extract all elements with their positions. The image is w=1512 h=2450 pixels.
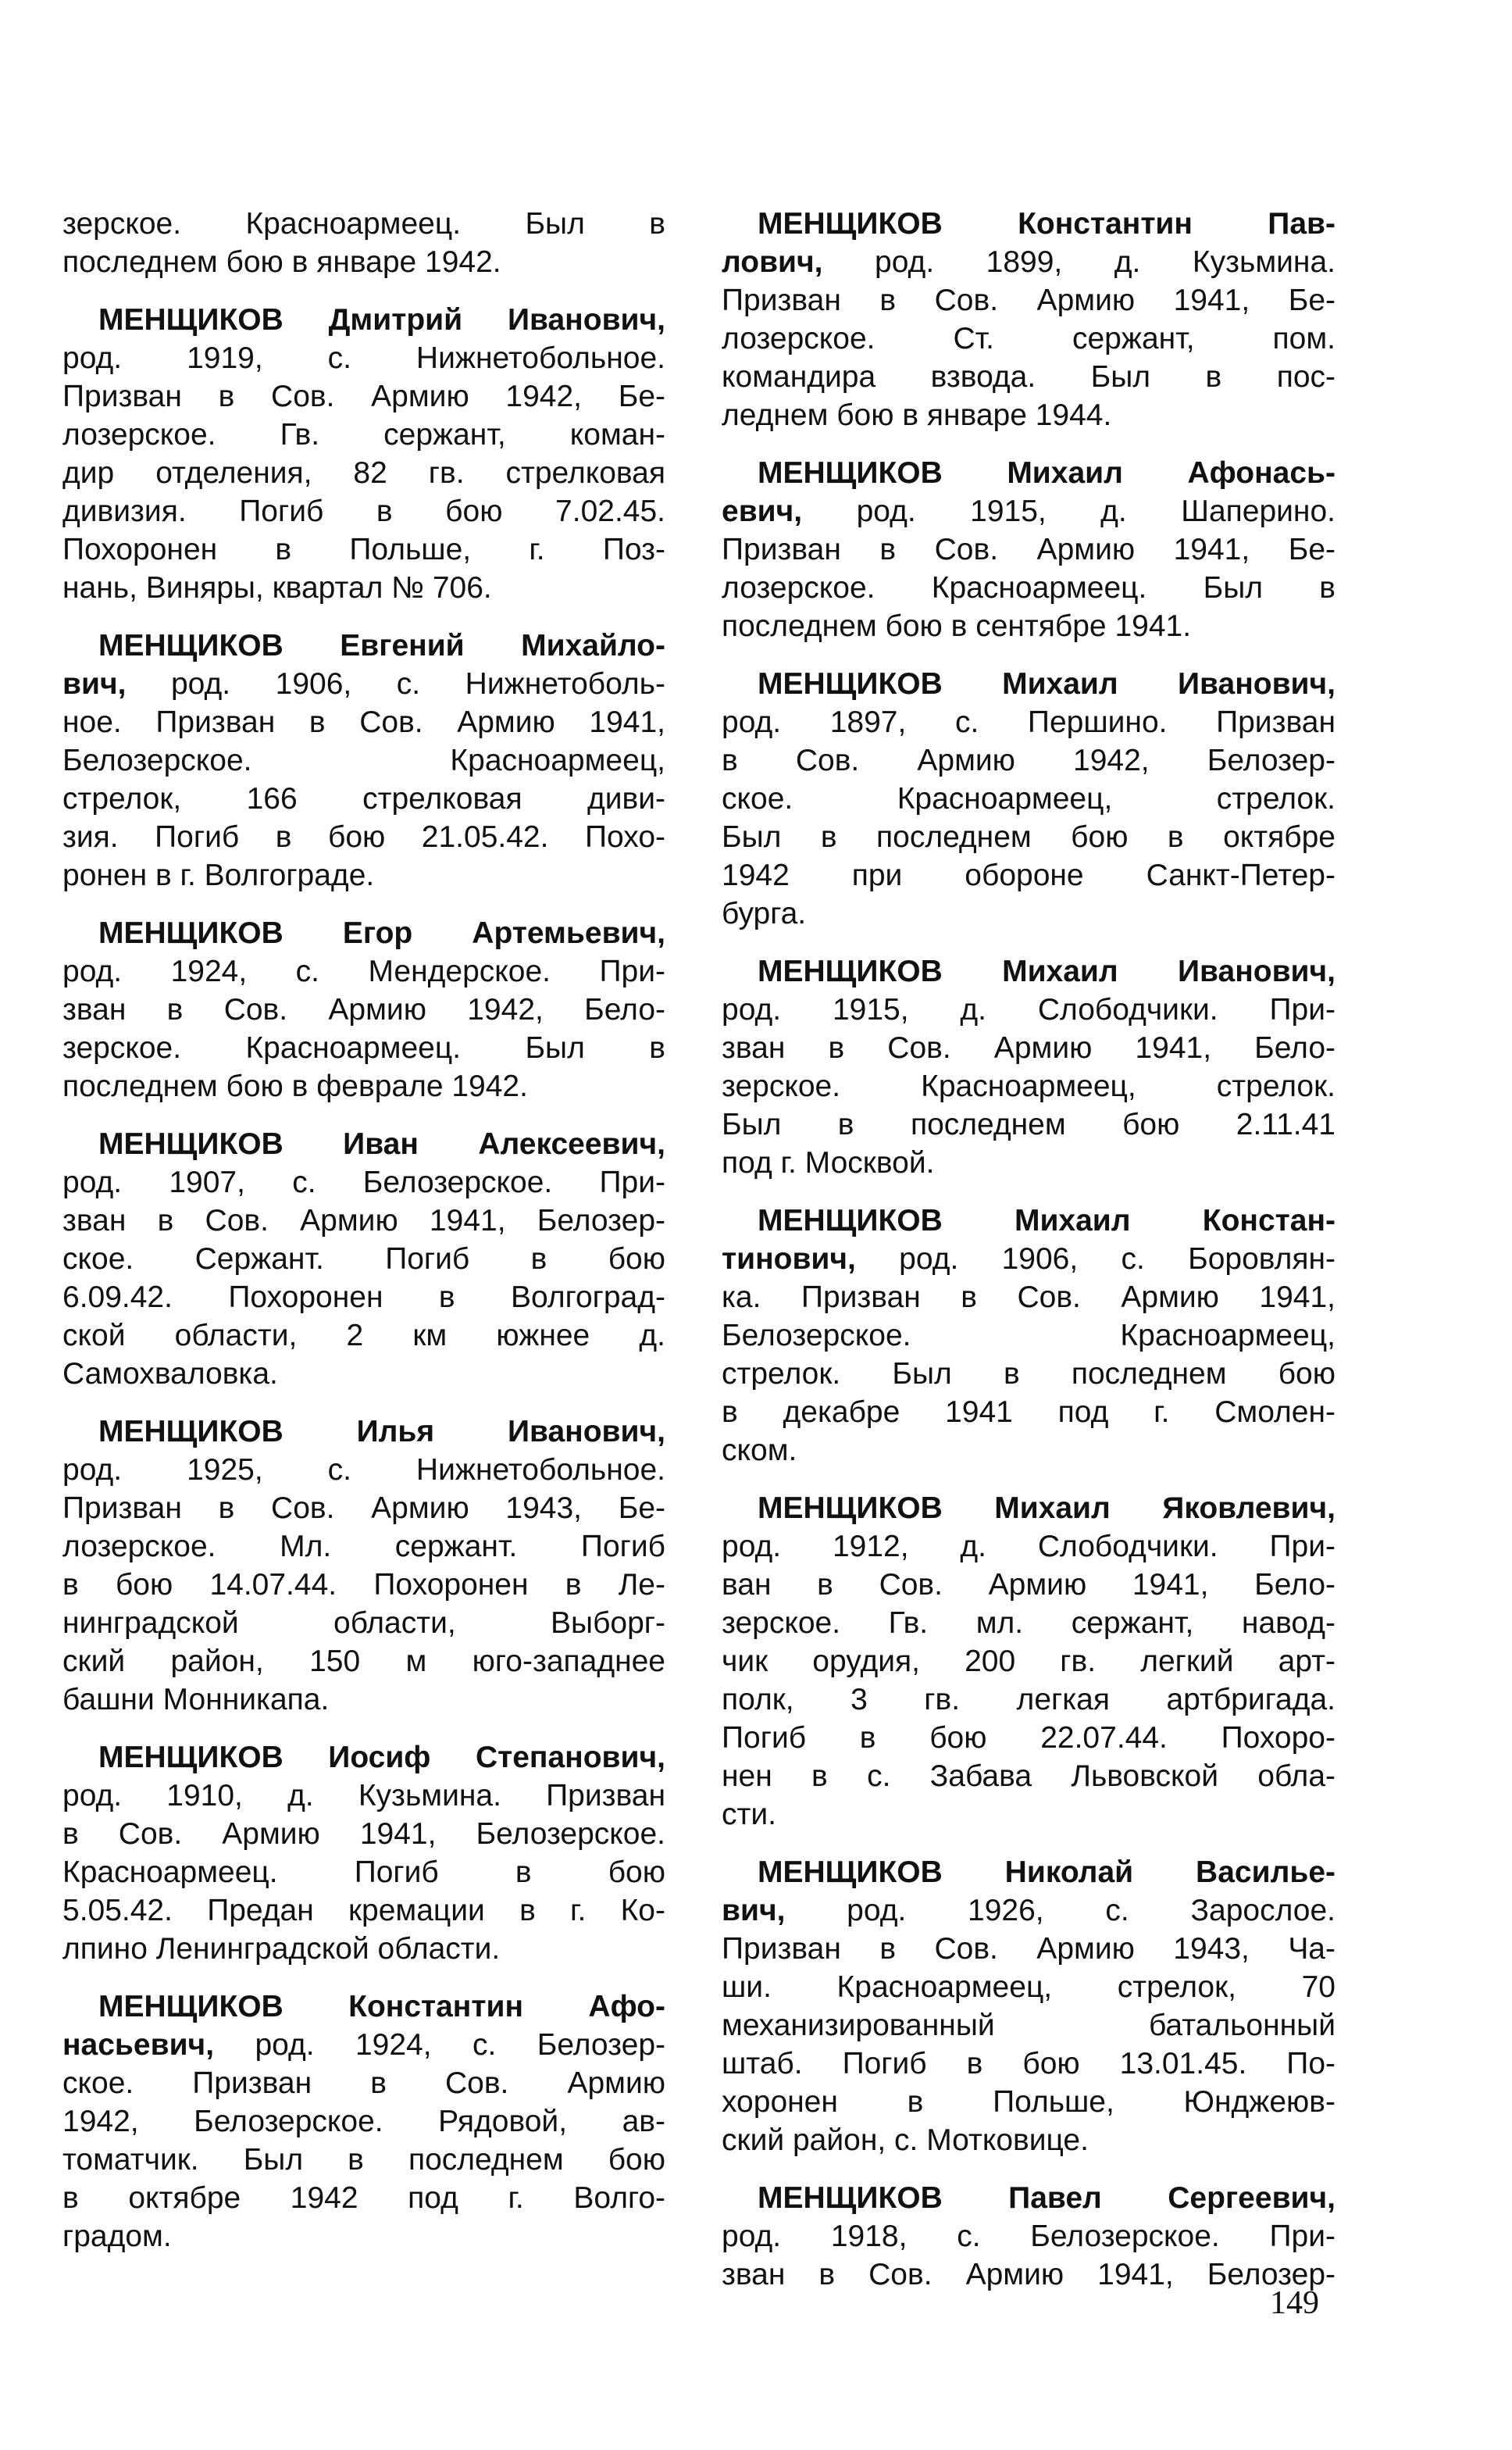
text-line: [722, 1489, 1335, 1527]
person-name: МЕНЩИКОВ Константин Афо-: [98, 1990, 665, 2023]
entry-text: род. 1906, с. Боровлян-: [855, 1242, 1335, 1276]
text-line: [722, 2045, 1335, 2083]
entry-text: под г. Москвой.: [722, 1146, 935, 1180]
entry-text: дивизия. Погиб в бою 7.02.45.: [62, 495, 665, 528]
entry-text: штаб. Погиб в бою 13.01.45. По-: [722, 2047, 1335, 2080]
text-line: [722, 492, 1335, 530]
person-name: МЕНЩИКОВ Константин Пав-: [758, 207, 1335, 241]
entry-text: ский район, с. Мотковице.: [722, 2123, 1089, 2157]
text-line: [722, 530, 1335, 569]
entry-text: род. 1899, д. Кузьмина.: [822, 245, 1335, 279]
text-line: [722, 1853, 1335, 1891]
person-name: насьевич,: [62, 2028, 215, 2062]
text-line: [722, 320, 1335, 358]
text-line: [62, 741, 665, 780]
entry-text: Призван в Сов. Армию 1943, Бе-: [62, 1491, 665, 1525]
memorial-entry: [722, 1853, 1335, 2159]
person-name: евич,: [722, 495, 803, 528]
entry-text: зван в Сов. Армию 1941, Бело-: [722, 1031, 1335, 1065]
text-line: [722, 1891, 1335, 1930]
memorial-entry: [62, 914, 665, 1105]
entry-text: ван в Сов. Армию 1941, Бело-: [722, 1568, 1335, 1602]
text-line: [722, 607, 1335, 645]
text-line: [722, 741, 1335, 780]
person-name: тинович,: [722, 1242, 856, 1276]
entry-text: зерское. Гв. мл. сержант, навод-: [722, 1606, 1335, 1640]
entry-text: сти.: [722, 1798, 776, 1831]
memorial-entry: [722, 665, 1335, 933]
text-line: [62, 1988, 665, 2026]
entry-text: 1942 при обороне Санкт-Петер-: [722, 859, 1335, 892]
text-line: [62, 1777, 665, 1815]
text-line: [722, 1680, 1335, 1719]
text-line: [62, 780, 665, 818]
text-line: [722, 991, 1335, 1029]
text-line: [62, 856, 665, 895]
text-line: [62, 377, 665, 416]
entry-text: зерское. Красноармеец. Был в: [62, 207, 665, 241]
entry-text: зия. Погиб в бою 21.05.42. Похо-: [62, 820, 665, 854]
text-line: [62, 1355, 665, 1393]
text-line: [722, 1202, 1335, 1240]
text-line: [62, 1853, 665, 1891]
text-line: [62, 2064, 665, 2102]
text-line: [62, 301, 665, 339]
entry-text: ское. Призван в Сов. Армию: [62, 2066, 665, 2100]
text-line: [722, 358, 1335, 396]
entry-text: нен в с. Забава Львовской обла-: [722, 1759, 1335, 1793]
text-line: [62, 205, 665, 243]
entry-text: Призван в Сов. Армию 1943, Ча-: [722, 1932, 1335, 1966]
text-line: [722, 1278, 1335, 1316]
entry-text: ка. Призван в Сов. Армию 1941,: [722, 1280, 1335, 1314]
text-line: [722, 895, 1335, 933]
entry-text: последнем бою в январе 1942.: [62, 245, 501, 279]
entry-text: Самохваловка.: [62, 1357, 278, 1391]
entry-text: 5.05.42. Предан кремации в г. Ко-: [62, 1894, 665, 1927]
text-line: [722, 1566, 1335, 1604]
entry-text: дир отделения, 82 гв. стрелковая: [62, 456, 665, 490]
text-line: [722, 780, 1335, 818]
text-line: [62, 665, 665, 703]
text-line: [722, 1144, 1335, 1182]
entry-text: род. 1926, с. Зарослое.: [785, 1894, 1335, 1927]
entry-text: в Сов. Армию 1942, Белозер-: [722, 744, 1335, 777]
person-name: вич,: [62, 667, 127, 701]
text-line: [62, 2102, 665, 2141]
text-line: [62, 2141, 665, 2179]
text-line: [722, 2255, 1335, 2294]
entry-text: ронен в г. Волгограде.: [62, 859, 375, 892]
text-line: [722, 1355, 1335, 1393]
entry-text: стрелок. Был в последнем бою: [722, 1357, 1335, 1391]
memorial-entry: [62, 1125, 665, 1393]
entry-text: чик орудия, 200 гв. легкий арт-: [722, 1645, 1335, 1678]
memorial-entry: [62, 1412, 665, 1719]
person-name: МЕНЩИКОВ Дмитрий Иванович,: [98, 303, 665, 337]
right-column: [722, 205, 1335, 2313]
text-line: [722, 281, 1335, 320]
memorial-entry: [722, 454, 1335, 645]
memorial-entry: [62, 301, 665, 607]
person-name: МЕНЩИКОВ Иосиф Степанович,: [98, 1741, 665, 1774]
entry-text: род. 1915, д. Слободчики. При-: [722, 993, 1335, 1027]
text-line: [722, 1930, 1335, 1968]
text-line: [62, 1604, 665, 1642]
person-name: МЕНЩИКОВ Илья Иванович,: [98, 1415, 665, 1448]
entry-text: род. 1897, с. Першино. Призван: [722, 705, 1335, 739]
text-line: [62, 2217, 665, 2255]
entry-text: хоронен в Польше, Юнджеюв-: [722, 2085, 1335, 2119]
entry-text: Похоронен в Польше, г. Поз-: [62, 533, 665, 566]
text-line: [62, 492, 665, 530]
text-line: [722, 665, 1335, 703]
text-line: [722, 1029, 1335, 1067]
entry-text: леднем бою в январе 1944.: [722, 398, 1112, 432]
text-line: [62, 1527, 665, 1566]
text-line: [62, 1680, 665, 1719]
person-name: МЕНЩИКОВ Николай Василье-: [758, 1855, 1335, 1889]
text-line: [62, 952, 665, 991]
text-line: [62, 1202, 665, 1240]
person-name: МЕНЩИКОВ Павел Сергеевич,: [758, 2181, 1335, 2215]
entry-text: нинградской области, Выборг-: [62, 1606, 665, 1640]
text-line: [722, 2217, 1335, 2255]
entry-text: томатчик. Был в последнем бою: [62, 2143, 665, 2177]
text-line: [722, 2179, 1335, 2217]
entry-text: зван в Сов. Армию 1942, Бело-: [62, 993, 665, 1027]
entry-text: Красноармеец. Погиб в бою: [62, 1855, 665, 1889]
entry-text: род. 1912, д. Слободчики. При-: [722, 1530, 1335, 1563]
entry-text: род. 1910, д. Кузьмина. Призван: [62, 1779, 665, 1812]
entry-text: ское. Сержант. Погиб в бою: [62, 1242, 665, 1276]
text-line: [62, 1930, 665, 1968]
text-line: [722, 396, 1335, 434]
text-line: [722, 1968, 1335, 2006]
entry-text: ской области, 2 км южнее д.: [62, 1319, 665, 1352]
text-line: [62, 1067, 665, 1105]
text-line: [722, 1719, 1335, 1757]
entry-text: ское. Красноармеец, стрелок.: [722, 782, 1335, 816]
entry-text: Призван в Сов. Армию 1941, Бе-: [722, 284, 1335, 317]
text-line: [62, 1125, 665, 1163]
entry-text: ное. Призван в Сов. Армию 1941,: [62, 705, 665, 739]
text-line: [62, 1738, 665, 1777]
text-line: [722, 2121, 1335, 2159]
entry-continuation: [62, 205, 665, 281]
page-number: 149: [1270, 2285, 1319, 2321]
entry-text: род. 1906, с. Нижнетоболь-: [126, 667, 665, 701]
text-line: [722, 1795, 1335, 1834]
entry-text: ши. Красноармеец, стрелок, 70: [722, 1970, 1335, 2004]
text-line: [62, 1642, 665, 1680]
entry-text: командира взвода. Был в пос-: [722, 360, 1335, 394]
text-line: [722, 205, 1335, 243]
entry-text: зван в Сов. Армию 1941, Белозер-: [62, 1204, 665, 1238]
text-line: [722, 1316, 1335, 1355]
entry-text: в октябре 1942 под г. Волго-: [62, 2181, 665, 2215]
entry-text: лозерское. Ст. сержант, пом.: [722, 322, 1335, 355]
person-name: МЕНЩИКОВ Михаил Яковлевич,: [758, 1491, 1335, 1525]
entry-text: ском.: [722, 1434, 797, 1467]
memorial-entry: [722, 205, 1335, 434]
entry-text: механизированный батальонный: [722, 2009, 1335, 2042]
entry-text: в бою 14.07.44. Похоронен в Ле-: [62, 1568, 665, 1602]
text-line: [722, 1240, 1335, 1278]
text-line: [62, 1566, 665, 1604]
entry-text: нань, Виняры, квартал № 706.: [62, 571, 492, 605]
entry-text: Призван в Сов. Армию 1942, Бе-: [62, 380, 665, 413]
text-line: [722, 856, 1335, 895]
entry-text: Белозерское. Красноармеец,: [722, 1319, 1335, 1352]
text-line: [722, 1757, 1335, 1795]
memorial-entry: [62, 1738, 665, 1968]
text-line: [62, 2026, 665, 2064]
memorial-entry: [722, 1202, 1335, 1470]
text-line: [62, 627, 665, 665]
text-line: [722, 2083, 1335, 2121]
text-line: [62, 1278, 665, 1316]
text-line: [722, 2006, 1335, 2045]
entry-text: последнем бою в феврале 1942.: [62, 1070, 528, 1103]
entry-text: в Сов. Армию 1941, Белозерское.: [62, 1817, 665, 1851]
memorial-entry: [722, 1489, 1335, 1834]
text-line: [722, 1067, 1335, 1105]
person-name: МЕНЩИКОВ Михаил Афонась-: [758, 456, 1335, 490]
text-line: [62, 1451, 665, 1489]
text-line: [62, 454, 665, 492]
text-line: [722, 454, 1335, 492]
left-column: [62, 205, 665, 2275]
text-line: [62, 1029, 665, 1067]
memorial-entry: [722, 952, 1335, 1182]
person-name: лович,: [722, 245, 823, 279]
entry-text: Был в последнем бою в октябре: [722, 820, 1335, 854]
entry-text: род. 1915, д. Шаперино.: [802, 495, 1335, 528]
person-name: МЕНЩИКОВ Евгений Михайло-: [98, 629, 665, 662]
text-line: [62, 530, 665, 569]
entry-text: род. 1918, с. Белозерское. При-: [722, 2220, 1335, 2253]
person-name: МЕНЩИКОВ Егор Артемьевич,: [98, 916, 665, 950]
text-line: [62, 1891, 665, 1930]
text-line: [62, 1316, 665, 1355]
entry-text: род. 1924, с. Белозер-: [214, 2028, 665, 2062]
text-line: [62, 1163, 665, 1202]
text-line: [722, 569, 1335, 607]
text-line: [62, 914, 665, 952]
text-line: [62, 339, 665, 377]
entry-text: полк, 3 гв. легкая артбригада.: [722, 1683, 1335, 1716]
entry-text: род. 1907, с. Белозерское. При-: [62, 1166, 665, 1199]
text-line: [722, 243, 1335, 281]
text-line: [722, 952, 1335, 991]
entry-text: род. 1919, с. Нижнетобольное.: [62, 341, 665, 375]
entry-text: градом.: [62, 2220, 172, 2253]
entry-text: башни Монникапа.: [62, 1683, 330, 1716]
entry-text: Погиб в бою 22.07.44. Похоро-: [722, 1721, 1335, 1755]
text-line: [722, 703, 1335, 741]
entry-text: 1942, Белозерское. Рядовой, ав-: [62, 2105, 665, 2138]
text-line: [62, 818, 665, 856]
text-line: [722, 1642, 1335, 1680]
text-line: [62, 1489, 665, 1527]
entry-text: зерское. Красноармеец, стрелок.: [722, 1070, 1335, 1103]
entry-text: 6.09.42. Похоронен в Волгоград-: [62, 1280, 665, 1314]
entry-text: зван в Сов. Армию 1941, Белозер-: [722, 2258, 1335, 2291]
entry-text: лозерское. Гв. сержант, коман-: [62, 418, 665, 452]
entry-text: лозерское. Красноармеец. Был в: [722, 571, 1335, 605]
person-name: МЕНЩИКОВ Михаил Иванович,: [758, 667, 1335, 701]
memorial-entry: [722, 2179, 1335, 2294]
person-name: вич,: [722, 1894, 786, 1927]
text-line: [62, 1815, 665, 1853]
text-line: [62, 416, 665, 454]
text-line: [722, 1105, 1335, 1144]
text-line: [722, 1393, 1335, 1431]
entry-text: зерское. Красноармеец. Был в: [62, 1031, 665, 1065]
entry-text: бурга.: [722, 897, 807, 930]
text-line: [62, 991, 665, 1029]
entry-text: ский район, 150 м юго-западнее: [62, 1645, 665, 1678]
text-line: [62, 1412, 665, 1451]
entry-text: Призван в Сов. Армию 1941, Бе-: [722, 533, 1335, 566]
text-line: [722, 1431, 1335, 1470]
text-line: [62, 2179, 665, 2217]
text-line: [722, 818, 1335, 856]
text-line: [722, 1604, 1335, 1642]
person-name: МЕНЩИКОВ Иван Алексеевич,: [98, 1127, 665, 1161]
text-line: [62, 1240, 665, 1278]
text-line: [722, 1527, 1335, 1566]
entry-text: последнем бою в сентябре 1941.: [722, 609, 1192, 643]
entry-text: лозерское. Мл. сержант. Погиб: [62, 1530, 665, 1563]
memorial-entry: [62, 1988, 665, 2255]
entry-text: лпино Ленинградской области.: [62, 1932, 501, 1966]
entry-text: род. 1924, с. Мендерское. При-: [62, 955, 665, 988]
text-line: [62, 243, 665, 281]
entry-text: стрелок, 166 стрелковая диви-: [62, 782, 665, 816]
entry-text: Был в последнем бою 2.11.41: [722, 1108, 1335, 1141]
person-name: МЕНЩИКОВ Михаил Констан-: [758, 1204, 1335, 1238]
person-name: МЕНЩИКОВ Михаил Иванович,: [758, 955, 1335, 988]
entry-text: в декабре 1941 под г. Смолен-: [722, 1395, 1335, 1429]
text-line: [62, 703, 665, 741]
entry-text: род. 1925, с. Нижнетобольное.: [62, 1453, 665, 1487]
entry-text: Белозерское. Красноармеец,: [62, 744, 665, 777]
text-line: [62, 569, 665, 607]
memorial-entry: [62, 627, 665, 895]
